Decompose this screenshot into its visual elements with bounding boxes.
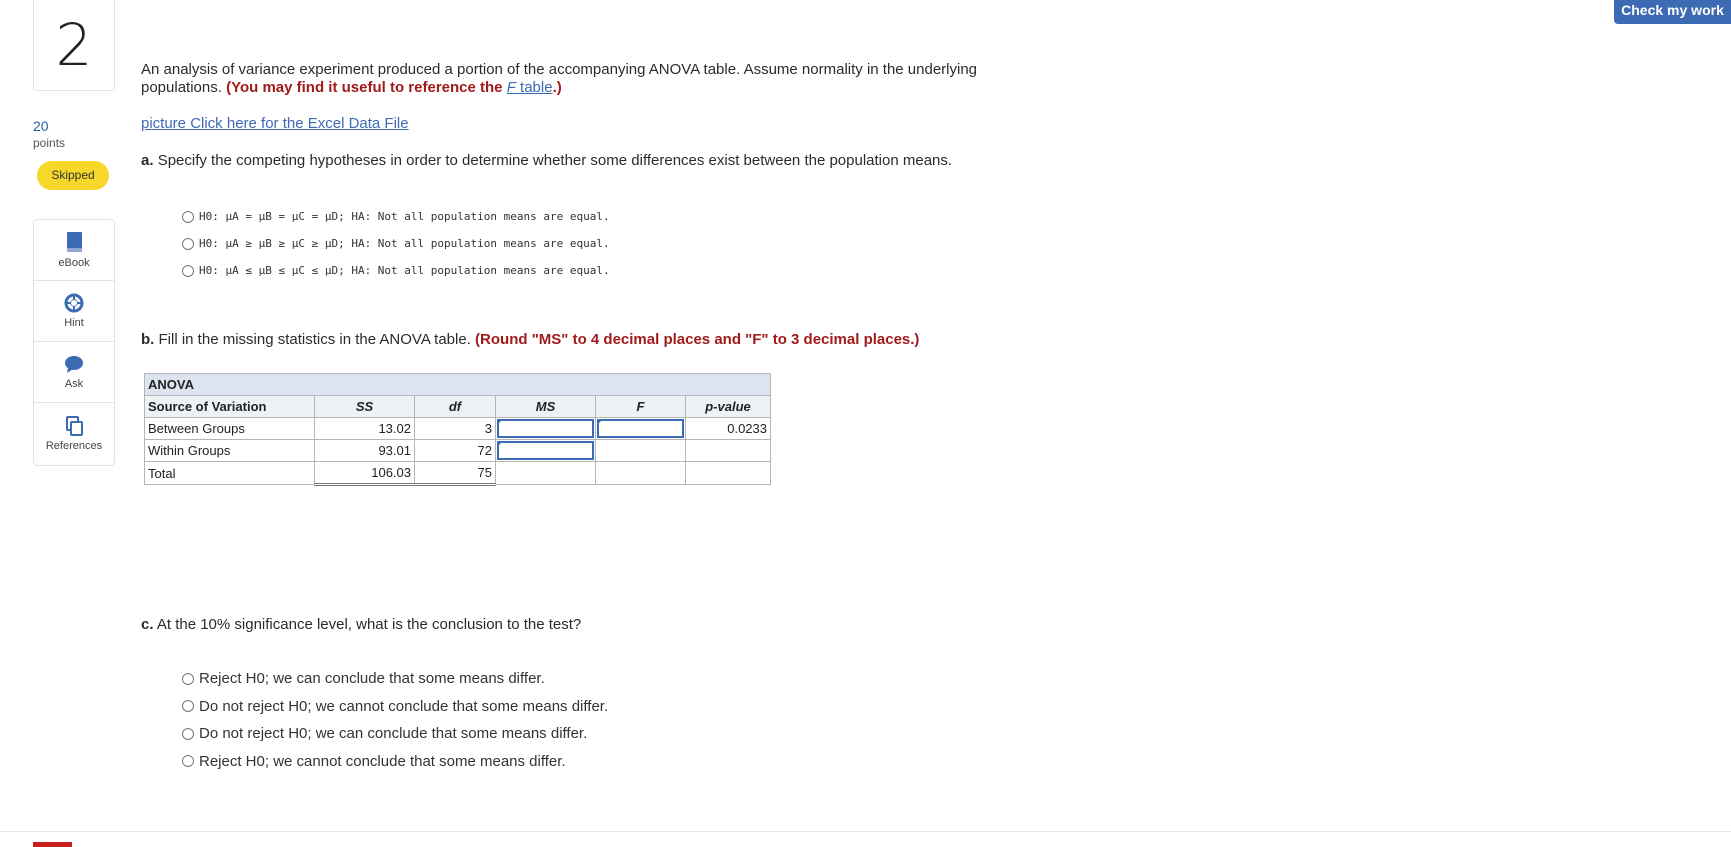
f-table-link[interactable] [507,79,553,96]
intro-note-close: .) [552,79,562,96]
input-box[interactable] [497,441,594,460]
radio-button[interactable] [182,673,194,685]
radio-button[interactable] [182,755,194,767]
cell-df: 3 [415,418,496,440]
cell-ss: 13.02 [315,418,415,440]
cell-p-value: 0.0233 [686,418,771,440]
footer-brand-mark [33,842,72,847]
part-c-option[interactable] [182,665,608,693]
excel-data-link[interactable] [141,115,409,132]
cell-df: 72 [415,440,496,462]
copy-pages-icon [64,416,84,436]
part-b-label: b. [141,331,155,348]
cell-f [596,462,686,485]
tools-panel [33,219,115,466]
chat-bubble-icon [64,354,84,374]
intro-text: An analysis of variance experiment produced a portion of the accompanying ANOVA table. Assume normality in the underlying populations. [141,61,978,96]
cell-p-value [686,462,771,485]
header-ss: SS [315,396,415,418]
anova-table [144,373,771,486]
input-box[interactable] [597,419,684,438]
part-a-option[interactable] [182,230,610,257]
cell-ss: 106.03 [315,462,415,485]
input-flag-icon [597,419,603,425]
ms-within-input[interactable] [496,440,596,462]
question-intro [141,61,1041,97]
anova-title-row [145,374,771,396]
part-a-option[interactable] [182,203,610,230]
part-c-option-text: Do not reject H0; we cannot conclude that some means differ. [199,697,609,715]
excel-data-link-text: picture Click here for the Excel Data File [141,115,409,132]
cell-ms [496,462,596,485]
part-c-options [182,665,608,775]
hint-button[interactable] [34,281,114,342]
intro-note-open: (You may find it useful to reference the [226,79,507,96]
header-ms: MS [496,396,596,418]
part-a-prompt [141,152,952,169]
part-a-options [182,203,610,284]
part-c-prompt [141,616,581,633]
anova-title: ANOVA [145,374,771,396]
table-row [145,440,771,462]
part-c-option[interactable] [182,720,608,748]
part-b-note: (Round "MS" to 4 decimal places and "F" to 3 decimal places.) [475,331,920,348]
ebook-button[interactable] [34,220,114,281]
input-flag-icon [497,419,503,425]
radio-button[interactable] [182,728,194,740]
part-a-option-text: H0: μA ≥ μB ≥ μC ≥ μD; HA: Not all population means are equal. [199,237,610,250]
hint-label: Hint [64,317,84,329]
part-a-option[interactable] [182,257,610,284]
book-icon [65,231,83,253]
table-row [145,462,771,485]
radio-button[interactable] [182,211,194,223]
header-source: Source of Variation [145,396,315,418]
part-c-option[interactable] [182,693,608,721]
ms-between-input[interactable] [496,418,596,440]
part-c-option-text: Do not reject H0; we can conclude that some means differ. [199,725,588,743]
input-flag-icon [497,441,503,447]
header-p-value: p-value [686,396,771,418]
part-a-option-text: H0: μA = μB = μC = μD; HA: Not all population means are equal. [199,210,610,223]
f-table-link-italic: F [506,79,516,96]
cell-ss: 93.01 [315,440,415,462]
ask-label: Ask [64,378,84,390]
row-source: Within Groups [145,440,315,462]
part-c-option-text: Reject H0; we cannot conclude that some means differ. [199,752,566,770]
lifebuoy-icon [64,293,84,313]
input-box[interactable] [497,419,594,438]
radio-button[interactable] [182,700,194,712]
part-a-label: a. [141,152,154,169]
part-a-text: Specify the competing hypotheses in order to determine whether some differences exist between the population means. [157,152,953,169]
points-value: 20 [33,118,49,134]
status-badge: Skipped [37,161,109,190]
part-c-text: At the 10% significance level, what is the conclusion to the test? [156,616,582,633]
part-c-option-text: Reject H0; we can conclude that some means differ. [199,670,545,688]
intro-note [226,79,562,96]
f-between-input[interactable] [596,418,686,440]
cell-f [596,440,686,462]
points-label: points [33,136,66,150]
radio-button[interactable] [182,238,194,250]
part-a-option-text: H0: μA ≤ μB ≤ μC ≤ μD; HA: Not all population means are equal. [199,264,610,277]
f-table-link-text: table [515,79,553,96]
references-label: References [45,440,103,452]
header-f: F [596,396,686,418]
cell-p-value [686,440,771,462]
cell-df: 75 [415,462,496,485]
part-c-label: c. [141,616,154,633]
ask-button[interactable] [34,342,114,403]
part-b-text: Fill in the missing statistics in the ANOVA table. [158,331,471,348]
row-source: Total [145,462,315,485]
row-source: Between Groups [145,418,315,440]
question-number: 2 [33,0,115,91]
anova-header-row [145,396,771,418]
ebook-label: eBook [58,257,90,269]
footer-divider [0,831,1731,832]
check-my-work-button[interactable]: Check my work [1614,0,1731,24]
part-b-prompt [141,331,919,348]
part-c-option[interactable] [182,748,608,776]
radio-button[interactable] [182,265,194,277]
references-button[interactable] [34,403,114,465]
table-row [145,418,771,440]
header-df: df [415,396,496,418]
